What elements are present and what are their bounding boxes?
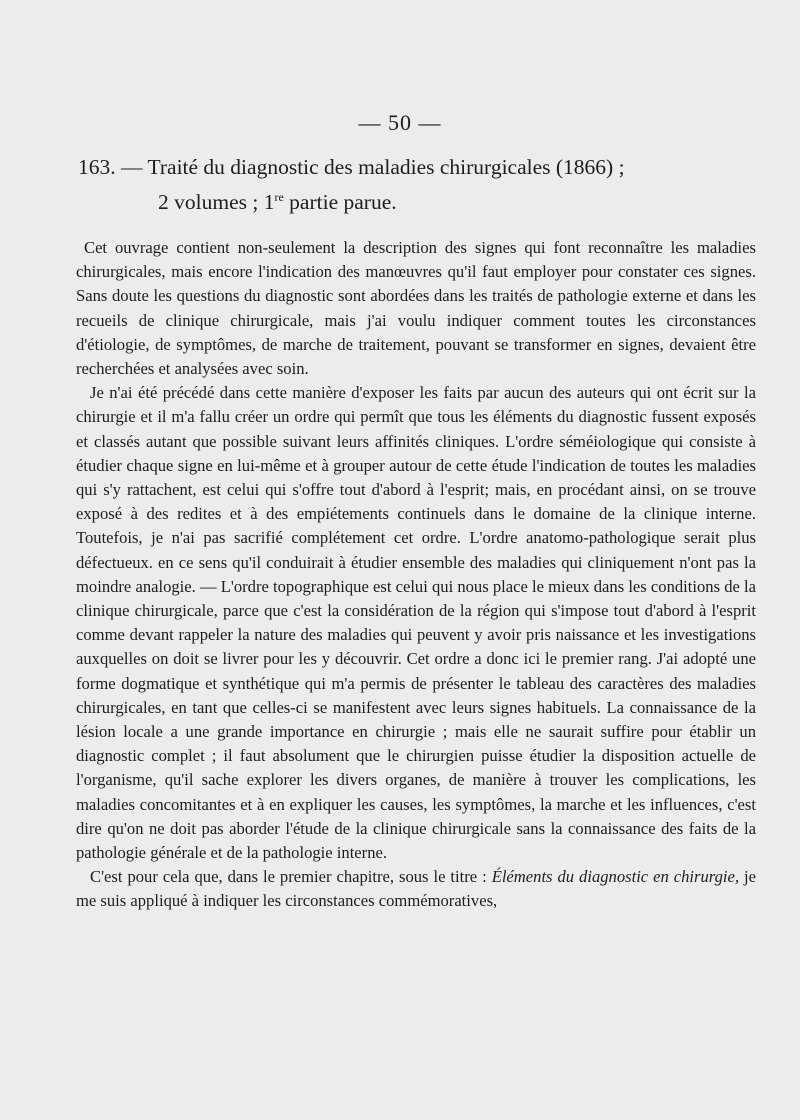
body-text [76,236,756,914]
bibliography-entry [78,152,758,217]
entry-title-line2 [78,182,758,217]
entry-title-line2-text: 2 volumes ; 1 [158,190,275,214]
entry-title-line2-end: partie parue. [283,190,397,214]
paragraph-2: Je n'ai été précédé dans cette manière d'exposer les faits par aucun des auteurs qui ont écrit sur la chirurgie et il m'a fallu créer un ordre qui permît que tous les éléments du diagnostic fussent exposés et classés autant que possible suivant leurs affinités cliniques. L'ordre séméiologique qui consiste à étudier chaque signe en lui-même et à grouper autour de cette étude l'indication de toutes les maladies qui s'y rattachent, est celui qui s'offre tout d'abord à l'esprit; mais, en procédant ainsi, on se trouve exposé à des redites et à des empiétements continuels dans le domaine de la clinique interne. Toutefois, je n'ai pas sacrifié complétement cet ordre. L'ordre anatomo-pathologique serait plus défectueux. en ce sens qu'il conduirait à étudier ensemble des maladies qui cliniquement n'ont pas la moindre analogie. — L'ordre topographique est celui qui nous place le mieux dans les conditions de la clinique chirurgicale, parce que c'est la considération de la région qui s'impose tout d'abord à l'esprit comme devant rappeler la nature des maladies qui peuvent y avoir pris naissance et les investigations auxquelles on doit se livrer pour les y découvrir. Cet ordre a donc ici le premier rang. J'ai adopté une forme dogmatique et synthétique qui m'a permis de présenter le tableau des caractères des maladies chirurgicales, en tant que celles-ci se manifestent avec leurs signes habituels. La connaissance de la lésion locale a une grande importance en chirurgie ; mais elle ne saurait suffire pour établir un diagnostic complet ; il faut absolument que le chirurgien puisse étudier la disposition actuelle de l'organisme, qu'il sache explorer les divers organes, de manière à trouver les complications, les maladies concomitantes et à en expliquer les causes, les symptômes, la marche et les influences, c'est dire qu'on ne doit pas aborder l'étude de la clinique chirurgicale sans la connaissance des faits de la pathologie générale et de la pathologie interne. [76,383,756,863]
paragraph-1: Cet ouvrage contient non-seulement la description des signes qui font reconnaître les maladies chirurgicales, mais encore l'indication des manœuvres qu'il faut employer pour constater ces signes. Sans doute les questions du diagnostic sont abordées dans les traités de pathologie externe et dans les recueils de clinique chirurgicale, mais j'ai voulu indiquer comment toutes les circonstances d'étiologie, de symptômes, de marche de traitement, pouvant se transformer en signes, devaient être recherchées et analysées avec soin. [76,238,756,379]
entry-title-superscript: re [274,190,284,204]
entry-number: 163. [78,155,116,179]
page-number: — 50 — [358,110,442,135]
entry-title-line1: — Traité du diagnostic des maladies chirurgicales (1866) ; [121,155,625,179]
paragraph-3-end: je me suis appliqué à indiquer les circonstances commémoratives, [76,867,757,911]
paragraph-3-italic-title: Éléments du diagnostic en chirurgie, [491,867,740,887]
paragraph-3-start: C'est pour cela que, dans le premier chapitre, sous le titre : [90,867,492,887]
paragraph-3 [76,865,756,913]
